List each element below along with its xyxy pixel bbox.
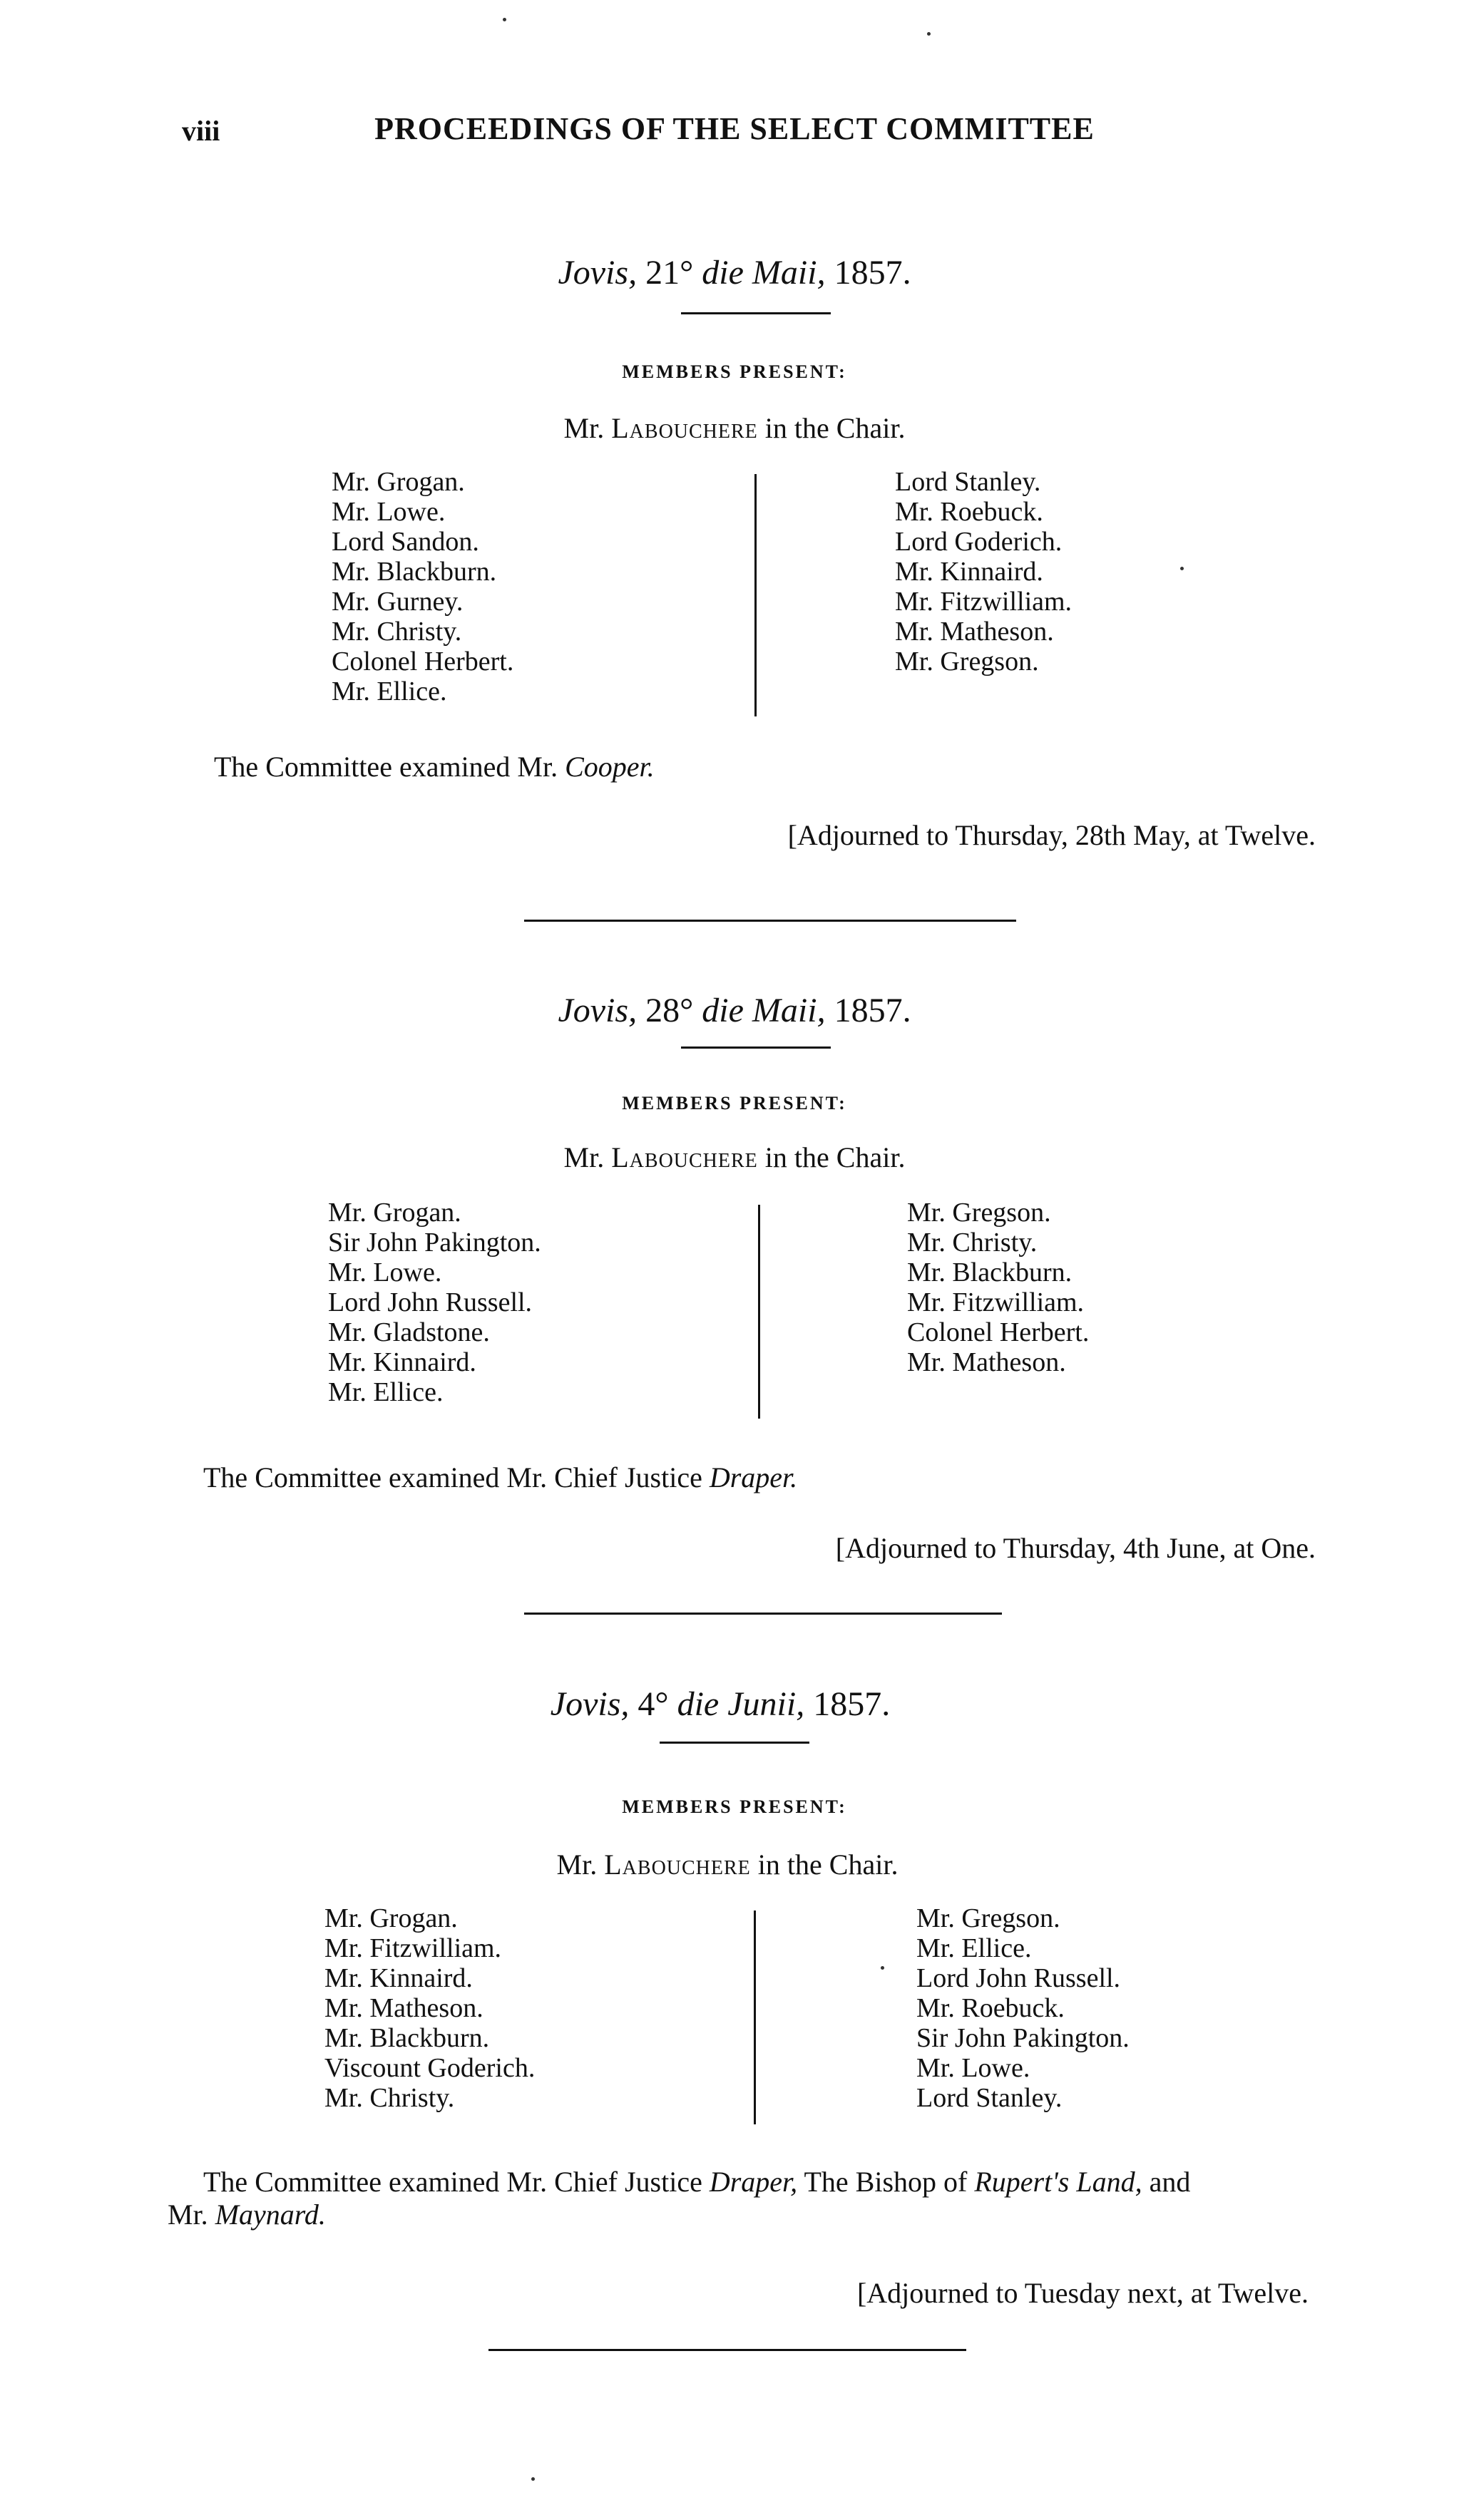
member-name: Mr. Lowe. xyxy=(916,2053,1030,2083)
session-date: Jovis, 28° die Maii, 1857. xyxy=(558,992,911,1029)
member-name: Mr. Kinnaird. xyxy=(328,1347,476,1377)
member-name: Mr. Matheson. xyxy=(324,1993,483,2023)
member-name: Mr. Ellice. xyxy=(916,1933,1032,1963)
witness-name: Draper. xyxy=(709,1461,798,1493)
page-number: viii xyxy=(182,115,220,147)
member-name: Mr. Gurney. xyxy=(332,587,464,617)
members-left-column xyxy=(324,1903,535,2113)
print-speck xyxy=(881,1966,884,1970)
member-name: Mr. Matheson. xyxy=(895,617,1054,647)
examination-note: The Committee examined Mr. Cooper. xyxy=(214,751,655,783)
member-name: Sir John Pakington. xyxy=(916,2023,1130,2053)
member-name: Lord Goderich. xyxy=(895,527,1063,557)
members-heading: MEMBERS PRESENT: xyxy=(622,1796,847,1817)
member-name: Mr. Christy. xyxy=(324,2083,455,2113)
member-name: Mr. Gladstone. xyxy=(328,1317,490,1347)
witness-name: Draper, xyxy=(709,2166,798,2198)
member-name: Mr. Kinnaird. xyxy=(895,557,1043,587)
member-name: Mr. Blackburn. xyxy=(907,1258,1073,1287)
examination-note: The Committee examined Mr. Chief Justice Draper. xyxy=(203,1461,798,1493)
chair-line: Mr. Labouchere in the Chair. xyxy=(563,1141,906,1173)
chair-line: Mr. Labouchere in the Chair. xyxy=(563,412,906,444)
adjournment-note: [Adjourned to Thursday, 28th May, at Twelve. xyxy=(787,819,1316,851)
member-name: Mr. Fitzwilliam. xyxy=(895,587,1073,617)
witness-name: Cooper. xyxy=(565,751,655,783)
section-divider xyxy=(488,2349,966,2351)
member-name: Mr. Gregson. xyxy=(916,1903,1060,1933)
member-name: Mr. Fitzwilliam. xyxy=(324,1933,502,1963)
member-name: Mr. Lowe. xyxy=(332,497,446,527)
chair-line: Mr. Labouchere in the Chair. xyxy=(556,1848,899,1881)
member-name: Lord John Russell. xyxy=(916,1963,1121,1993)
adjournment-note: [Adjourned to Tuesday next, at Twelve. xyxy=(856,2277,1309,2309)
member-name: Mr. Gregson. xyxy=(907,1198,1051,1228)
member-name: Mr. Christy. xyxy=(332,617,462,647)
witness-name: Maynard. xyxy=(215,2198,326,2231)
member-name: Mr. Grogan. xyxy=(328,1198,461,1228)
member-name: Lord Sandon. xyxy=(332,527,479,557)
members-right-column xyxy=(916,1903,1130,2113)
print-speck xyxy=(531,2477,535,2481)
member-name: Lord John Russell. xyxy=(328,1287,533,1317)
members-heading: MEMBERS PRESENT: xyxy=(622,1093,847,1114)
member-name: Lord Stanley. xyxy=(916,2083,1063,2113)
members-heading: MEMBERS PRESENT: xyxy=(622,361,847,382)
member-name: Mr. Blackburn. xyxy=(332,557,497,587)
member-name: Lord Stanley. xyxy=(895,467,1041,497)
date-rule xyxy=(660,1742,809,1744)
member-name: Viscount Goderich. xyxy=(324,2053,536,2083)
print-speck xyxy=(1180,567,1184,570)
adjournment-note: [Adjourned to Thursday, 4th June, at One. xyxy=(835,1532,1316,1564)
column-divider xyxy=(754,1910,756,2124)
member-name: Mr. Roebuck. xyxy=(916,1993,1065,2023)
member-name: Colonel Herbert. xyxy=(332,647,514,677)
member-name: Mr. Blackburn. xyxy=(324,2023,490,2053)
examination-note: The Committee examined Mr. Chief Justice Draper, The Bishop of Rupert's Land, and Mr. Maynard. xyxy=(168,2166,1191,2231)
member-name: Mr. Kinnaird. xyxy=(324,1963,473,1993)
member-name: Mr. Ellice. xyxy=(332,677,447,706)
running-head: PROCEEDINGS OF THE SELECT COMMITTEE xyxy=(374,111,1095,146)
print-speck xyxy=(503,18,506,21)
witness-name: Rupert's Land, xyxy=(974,2166,1142,2198)
member-name: Colonel Herbert. xyxy=(907,1317,1090,1347)
member-name: Mr. Gregson. xyxy=(895,647,1039,677)
member-name: Mr. Fitzwilliam. xyxy=(907,1287,1085,1317)
member-name: Mr. Roebuck. xyxy=(895,497,1043,527)
member-name: Mr. Matheson. xyxy=(907,1347,1066,1377)
print-speck xyxy=(927,32,931,36)
member-name: Mr. Grogan. xyxy=(332,467,465,497)
member-name: Sir John Pakington. xyxy=(328,1228,541,1258)
member-name: Mr. Christy. xyxy=(907,1228,1038,1258)
session-date: Jovis, 21° die Maii, 1857. xyxy=(558,254,911,292)
member-name: Mr. Lowe. xyxy=(328,1258,442,1287)
member-name: Mr. Ellice. xyxy=(328,1377,444,1407)
member-name: Mr. Grogan. xyxy=(324,1903,458,1933)
session-date: Jovis, 4° die Junii, 1857. xyxy=(550,1685,891,1723)
